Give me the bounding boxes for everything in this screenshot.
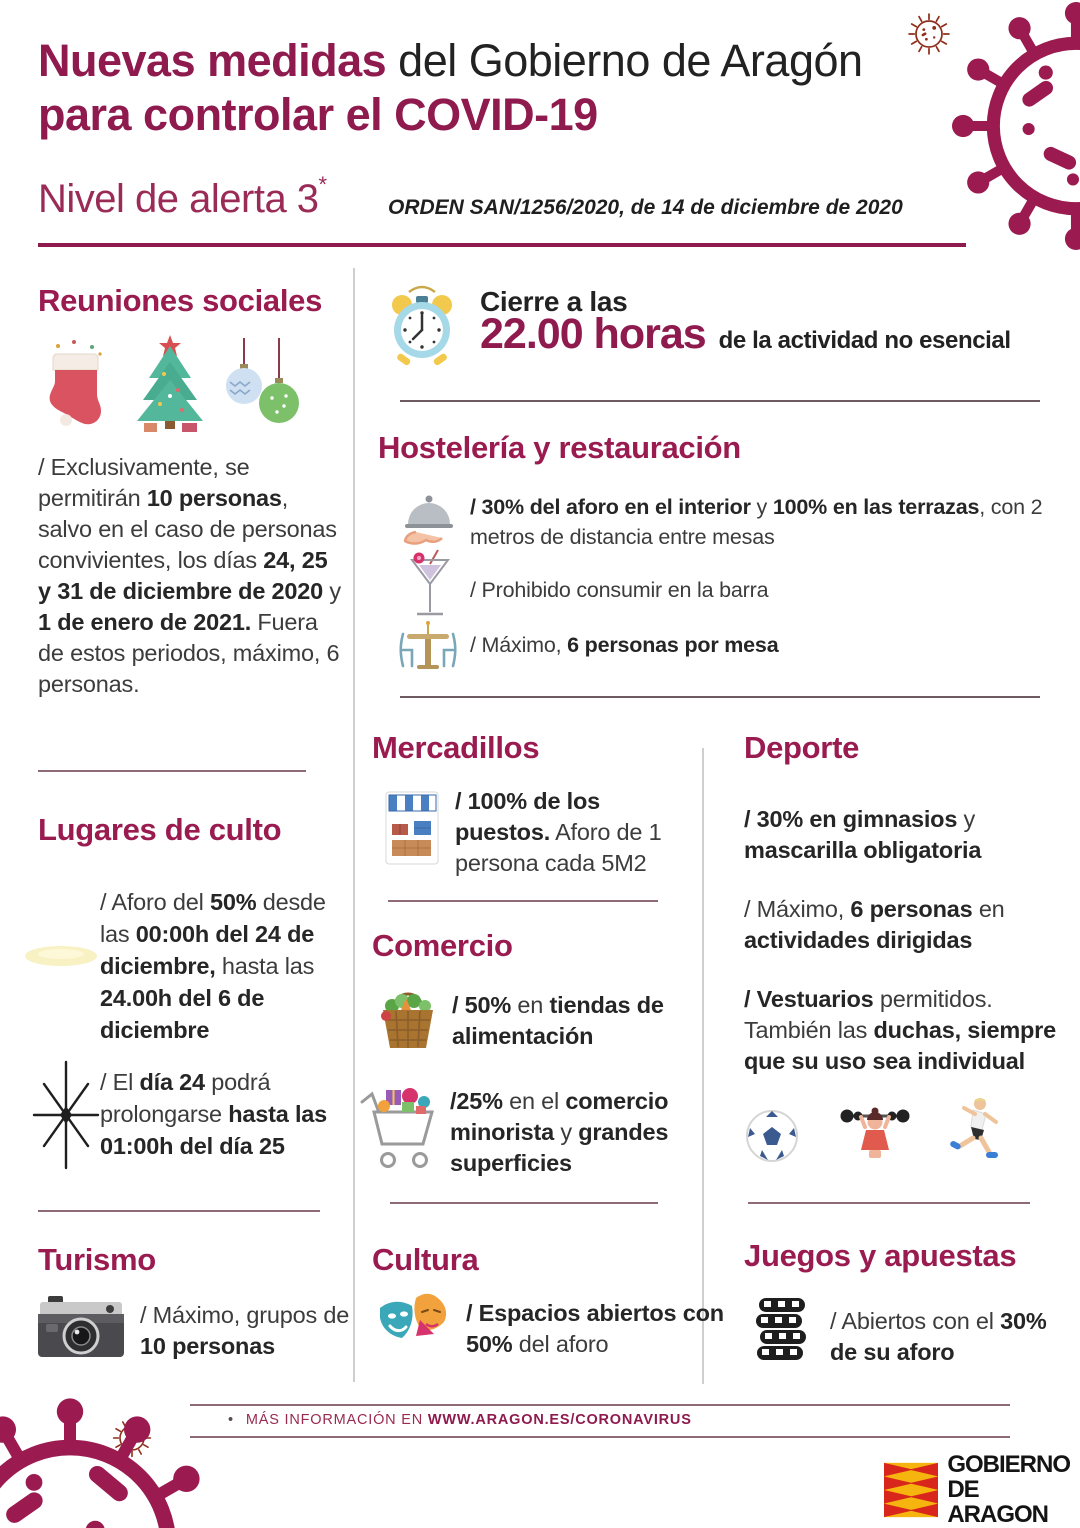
- deporte-item-2: / Máximo, 6 personas en actividades dirigidas: [744, 896, 1005, 953]
- camera-icon: [36, 1294, 126, 1360]
- column-divider-right: [702, 748, 704, 1384]
- theater-masks-icon: [376, 1290, 454, 1364]
- closure-row: [480, 310, 1011, 359]
- separator-culto: [38, 1210, 320, 1212]
- footer-bullet: •: [228, 1412, 234, 1428]
- food-basket-icon: [378, 984, 438, 1052]
- poker-chips-icon: [750, 1296, 814, 1366]
- comercio-item-1: / 50% en tiendas de alimentación: [452, 992, 664, 1049]
- virus-large-icon-footer: [0, 1396, 220, 1528]
- logo-text-line2: DE ARAGON: [947, 1476, 1048, 1528]
- table-chairs-icon: [394, 620, 462, 674]
- turismo-item: / Máximo, grupos de 10 personas: [140, 1302, 350, 1359]
- footer-info-text[interactable]: MÁS INFORMACIÓN EN WWW.ARAGON.ES/CORONAVIRUS: [245, 1412, 692, 1428]
- deporte-item-3: / Vestuarios permitidos. También las duchas, siempre que su uso sea individual: [744, 986, 1056, 1074]
- section-title-juegos: Juegos y apuestas: [744, 1238, 1017, 1273]
- alert-level-label: Nivel de alerta 3*: [38, 172, 327, 221]
- section-title-hosteleria: Hostelería y restauración: [378, 430, 741, 465]
- virus-large-icon: [950, 0, 1080, 252]
- cloche-icon: [400, 490, 458, 548]
- reuniones-text: / Exclusivamente, se permitirán 10 personas, salvo en el caso de personas convivientes, los días 24, 25 y 31 de diciembre de 2020 y 1 de enero de 2021. Fuera de estos periodos, máximo, 6 personas.: [38, 454, 341, 697]
- deporte-item-1: / 30% en gimnasios y mascarilla obligatoria: [744, 806, 982, 863]
- hosteleria-item-2: / Prohibido consumir en la barra: [470, 578, 769, 602]
- alert-level-asterisk: *: [318, 172, 327, 197]
- gobierno-aragon-logo: [884, 1452, 1080, 1527]
- star-icon: [24, 1058, 108, 1172]
- section-title-mercadillos: Mercadillos: [372, 730, 540, 765]
- virus-small-icon: [903, 8, 955, 60]
- footer-info[interactable]: [228, 1412, 692, 1428]
- hosteleria-item-1: / 30% del aforo en el interior y 100% en las terrazas, con 2 metros de distancia entre mesas: [470, 495, 1043, 549]
- shopping-cart-icon: [358, 1084, 438, 1170]
- comercio-item-2: /25% en el comercio minorista y grandes superficies: [450, 1088, 669, 1176]
- culto-item-2: / El día 24 podrá prolongarse hasta las 01:00h del día 25: [100, 1069, 328, 1159]
- ornaments-icon: [222, 338, 300, 430]
- section-title-deporte: Deporte: [744, 730, 860, 765]
- runner-icon: [944, 1096, 1004, 1166]
- culto-item-1: / Aforo del 50% desde las 00:00h del 24 de diciembre, hasta las 24.00h del 6 de diciembre: [100, 889, 326, 1043]
- section-title-reuniones: Reuniones sociales: [38, 283, 323, 318]
- closure-scope: de la actividad no esencial: [718, 327, 1011, 354]
- christmas-stocking-icon: [44, 338, 108, 432]
- separator-reuniones: [38, 770, 306, 772]
- aragon-shield-icon: [884, 1462, 938, 1518]
- section-title-cultura: Cultura: [372, 1242, 479, 1277]
- weightlifter-icon: [838, 1100, 912, 1166]
- logo-text-line1: GOBIERNO: [947, 1451, 1071, 1478]
- header-divider: [38, 243, 966, 247]
- hosteleria-item-3: / Máximo, 6 personas por mesa: [470, 633, 779, 657]
- order-reference: ORDEN SAN/1256/2020, de 14 de diciembre de 2020: [388, 196, 903, 219]
- closure-intro: Cierre a las: [480, 286, 628, 317]
- separator-mercadillos: [388, 900, 658, 902]
- mercadillos-item: / 100% de los puestos. Aforo de 1 persona cada 5M2: [455, 788, 662, 876]
- market-stall-icon: [384, 790, 440, 866]
- christmas-tree-icon: [132, 334, 208, 434]
- closure-time: 22.00 horas: [480, 310, 706, 358]
- cocktail-icon: [406, 548, 454, 628]
- cultura-item: / Espacios abiertos con 50% del aforo: [466, 1300, 724, 1357]
- alarm-clock-icon: [383, 282, 461, 370]
- section-title-turismo: Turismo: [38, 1242, 156, 1277]
- separator-closure: [400, 400, 1040, 402]
- page-title: Nuevas medidas del Gobierno de Aragón para controlar el COVID-19: [38, 35, 863, 140]
- separator-hosteleria: [400, 696, 1040, 698]
- separator-juegos: [748, 1202, 1030, 1204]
- candle-icon: [22, 928, 100, 982]
- soccer-ball-icon: [744, 1108, 800, 1164]
- juegos-item: / Abiertos con el 30% de su aforo: [830, 1308, 1047, 1365]
- section-title-culto: Lugares de culto: [38, 812, 282, 847]
- section-title-comercio: Comercio: [372, 928, 513, 963]
- column-divider-left: [353, 268, 355, 1382]
- footer-line-bottom: [190, 1436, 1010, 1438]
- separator-cultura: [390, 1202, 658, 1204]
- footer-line-top: [190, 1404, 1010, 1406]
